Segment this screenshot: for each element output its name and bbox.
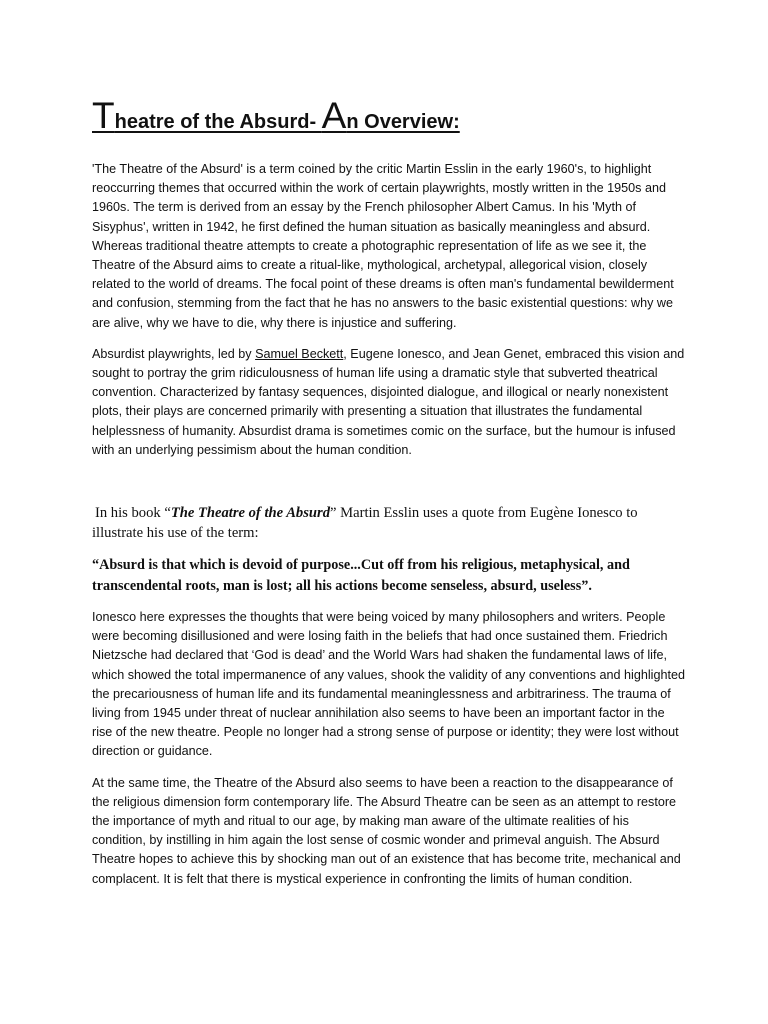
paragraph-definition: 'The Theatre of the Absurd' is a term coined by the critic Martin Esslin in the early 1960's, to highlight reoccurring themes that occurred within the work of certain playwrights, mostly written in the 1950s and 1960s. The term is derived from an essay by the French philosopher Albert Camus. In his 'Myth of Sisyphus', written in 1942, he first defined the human situation as basically meaningless and absurd. Whereas traditional theatre attempts to create a photographic representation of life as we see it, the Theatre of the Absurd aims to create a ritual-like, mythological, archetypal, allegorical vision, closely related to the world of dreams. The focal point of these dreams is often man's fundamental bewilderment and confusion, stemming from the fact that he has no answers to the basic existential questions: why we are alive, why we have to die, why there is injustice and suffering.: [92, 162, 674, 330]
title-text-part1: heatre of the Absurd-: [114, 111, 322, 133]
book-title: The Theatre of the Absurd: [170, 505, 330, 522]
quote-intro-text-end: ” Martin Esslin uses a quote from Eugène Ionesco to illustrate his use of the term:: [92, 505, 638, 541]
samuel-beckett-link[interactable]: Samuel Beckett: [255, 346, 344, 361]
document-page: [92, 96, 686, 889]
paragraph-playwrights: [92, 345, 686, 460]
quote-intro: [92, 504, 686, 543]
title-drop-letter-a: A: [321, 95, 347, 136]
title-drop-letter-t: T: [92, 95, 115, 136]
paragraph-disillusionment: Ionesco here expresses the thoughts that were being voiced by many philosophers and writers. People were becoming disillusioned and were losing faith in the beliefs that had once sustained them. Friedrich Nietzsche had declared that ‘God is dead’ and the World Wars had shaken the fundamental laws of life, which showed the total impermanence of any values, shook the validity of any conventions and highlighted the precariousness of human life and its fundamental meaninglessness and arbitrariness. The trauma of living from 1945 under threat of nuclear annihilation also seems to have been an important factor in the rise of the new theatre. People no longer had a strong sense of purpose or identity; they were lost without direction or guidance.: [92, 610, 685, 759]
paragraph-playwrights-text-end: , Eugene Ionesco, and Jean Genet, embraced this vision and sought to portray the grim ridiculousness of human life using a dramatic style that subverted theatrical convention. Characterized by fantasy sequences, disjointed dialogue, and illogical or nearly nonexistent plots, their plays are concerned primarily with presenting a situation that illustrates the fundamental helplessness of humanity. Absurdist drama is sometimes comic on the surface, but the humour is infused with an underlying pessimism about the human condition.: [92, 346, 685, 457]
paragraph-playwrights-text-start: Absurdist playwrights, led by: [92, 346, 256, 361]
page-title: [92, 96, 686, 142]
ionesco-quote: “Absurd is that which is devoid of purpose...Cut off from his religious, metaphysical, and transcendental roots, man is lost; all his actions become senseless, absurd, useless”.: [92, 557, 630, 594]
paragraph-religious-dimension: At the same time, the Theatre of the Absurd also seems to have been a reaction to the disappearance of the religious dimension form contemporary life. The Absurd Theatre can be seen as an attempt to restore the importance of myth and ritual to our age, by making man aware of the ultimate realities of his condition, by instilling in him again the lost sense of cosmic wonder and primeval anguish. The Absurd Theatre hopes to achieve this by shocking man out of an existence that has become trite, mechanical and complacent. It is felt that there is mystical experience in confronting the limits of human condition.: [92, 775, 681, 886]
quote-intro-text-start: In his book “: [95, 505, 171, 522]
title-text-part2: n Overview:: [346, 111, 460, 133]
